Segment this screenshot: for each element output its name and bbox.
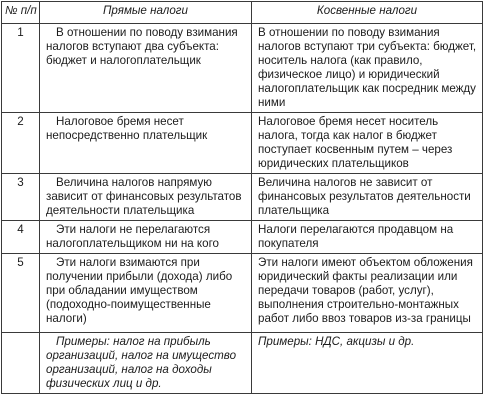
- row-number: 4: [2, 221, 40, 254]
- table-row: [2, 113, 483, 174]
- direct-tax-cell: Величина налогов напрямую зависит от финансовых результатов деятельности плательщика: [40, 174, 252, 221]
- indirect-tax-cell: Налоги перелагаются продавцом на покупателя: [252, 221, 483, 254]
- header-number: № п/п: [2, 2, 40, 24]
- examples-row: [2, 333, 483, 394]
- direct-tax-cell: Эти налоги взимаются при получении прибыли (дохода) либо при обладании имуществом (подоходно-поимущественные налоги): [40, 254, 252, 333]
- indirect-tax-cell: Эти налоги имеют объектом обложения юридический факты реализации или передачи товаров (работ, услуг), выполнения строительно-монтажных работ либо ввоз товаров из-за границы: [252, 254, 483, 333]
- row-number: 3: [2, 174, 40, 221]
- table-row: [2, 221, 483, 254]
- header-direct-taxes: Прямые налоги: [40, 2, 252, 24]
- examples-text: : НДС, акцизы и др.: [308, 335, 415, 348]
- indirect-tax-cell: Величина налогов не зависит от финансовых результатов деятельности плательщика: [252, 174, 483, 221]
- row-number: 5: [2, 254, 40, 333]
- table-row: [2, 24, 483, 113]
- direct-tax-cell: В отношении по поводу взимания налогов вступают два субъекта: бюджет и налогоплательщик: [40, 24, 252, 113]
- indirect-tax-cell: Налоговое бремя несет носитель налога, тогда как налог в бюджет поступает косвенным путем – через юридических плательщиков: [252, 113, 483, 174]
- header-indirect-taxes: Косвенные налоги: [252, 2, 483, 24]
- direct-tax-examples: [40, 333, 252, 394]
- examples-text: : налог на прибыль организаций, налог на имущество организаций, налог на доходы физических лиц и др.: [46, 335, 237, 390]
- examples-label: Примеры: [56, 335, 107, 348]
- table-row: [2, 254, 483, 333]
- direct-tax-cell: Налоговое бремя несет непосредственно плательщик: [40, 113, 252, 174]
- indirect-tax-examples: [252, 333, 483, 394]
- table-header-row: [2, 2, 483, 24]
- row-number: 2: [2, 113, 40, 174]
- tax-comparison-table: [1, 1, 483, 394]
- table-row: [2, 174, 483, 221]
- indirect-tax-cell: В отношении по поводу взимания налогов вступают три субъекта: бюджет, носитель налога (как правило, физическое лицо) и юридический налогоплательщик как посредник между ними: [252, 24, 483, 113]
- examples-label: Примеры: [258, 335, 309, 348]
- row-number: 1: [2, 24, 40, 113]
- examples-number-cell: [2, 333, 40, 394]
- direct-tax-cell: Эти налоги не перелагаются налогоплательщиком ни на кого: [40, 221, 252, 254]
